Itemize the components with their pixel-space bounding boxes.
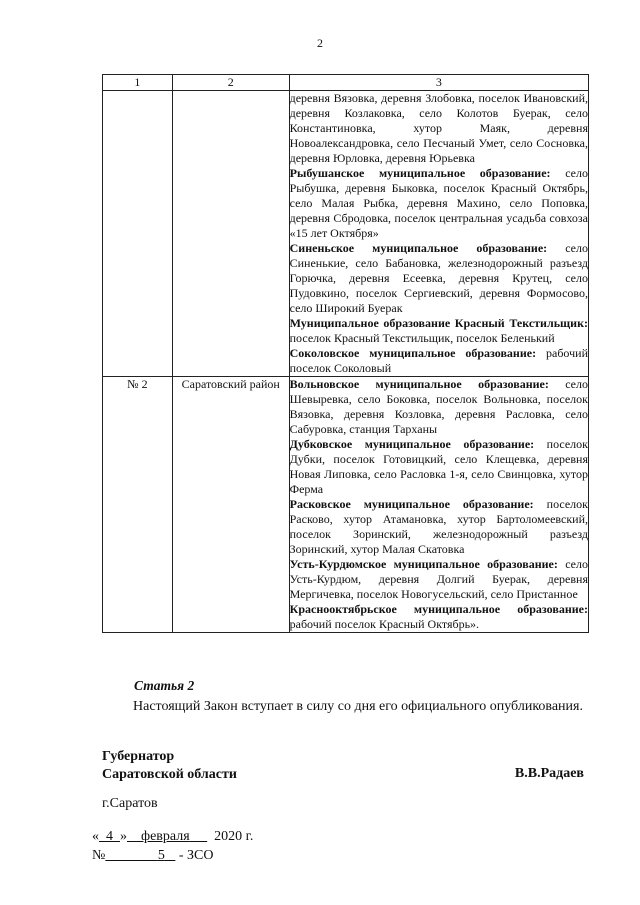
settlement-list: рабочий поселок Красный Октябрь». bbox=[289, 617, 480, 631]
settlement-list: село Шевыревка, село Боковка, поселок Вольновка, поселок Вязовка, деревня Козловка, деревня Расловка, село Сабуровка, станция Тарханы bbox=[289, 377, 588, 436]
law-number bbox=[105, 848, 175, 863]
municipality-entry bbox=[290, 346, 588, 376]
row-settlements bbox=[289, 377, 588, 633]
table-row bbox=[103, 377, 589, 633]
city: г.Саратов bbox=[102, 796, 158, 811]
law-number-prefix: № bbox=[92, 848, 106, 863]
settlement-list: поселок Красный Текстильщик, поселок Беленький bbox=[289, 331, 555, 345]
settlement-list: рабочий поселок Соколовый bbox=[289, 346, 588, 375]
date-day bbox=[99, 829, 120, 844]
municipality-name: Вольновское муниципальное образование: bbox=[289, 377, 549, 391]
table-header-row bbox=[103, 75, 589, 91]
settlement-list: деревня Вязовка, деревня Злобовка, поселок Ивановский, деревня Козлаковка, село Колотов Буерак, село Константиновка, хутор Маяк, деревня Новоалександровка, село Песчаный Умет, село Сосновка, деревня Юрловка, деревня Юрьевка bbox=[289, 91, 588, 165]
header-col-3: 3 bbox=[289, 75, 588, 91]
header-col-2: 2 bbox=[172, 75, 289, 91]
date-open-quote: « bbox=[92, 829, 99, 844]
header-col-1: 1 bbox=[103, 75, 173, 91]
municipality-entry bbox=[290, 497, 588, 557]
municipality-name: Синеньское муниципальное образование: bbox=[289, 241, 548, 255]
settlement-list: село Усть-Курдюм, деревня Долгий Буерак, деревня Мергичевка, поселок Новогусельский, село Пристанное bbox=[289, 557, 588, 601]
municipality-entry bbox=[290, 316, 588, 346]
municipality-name: Краснооктябрьское муниципальное образование: bbox=[289, 602, 588, 616]
row-district: Саратовский район bbox=[172, 377, 289, 633]
law-number-line bbox=[92, 848, 213, 864]
municipality-entry bbox=[290, 437, 588, 497]
row-district bbox=[172, 91, 289, 377]
date-close-quote: » bbox=[120, 829, 127, 844]
article-text: Настоящий Закон вступает в силу со дня его официального опубликования. bbox=[133, 699, 583, 714]
governor-title-line-1: Губернатор bbox=[102, 749, 175, 764]
municipality-name: Соколовское муниципальное образование: bbox=[289, 346, 537, 360]
governor-name: В.В.Радаев bbox=[514, 766, 584, 781]
municipality-entry bbox=[290, 377, 588, 437]
municipality-name: Дубковское муниципальное образование: bbox=[289, 437, 535, 451]
law-number-value: 5 bbox=[157, 848, 165, 863]
article-title: Статья 2 bbox=[134, 678, 195, 693]
row-number: № 2 bbox=[103, 377, 173, 633]
municipality-entry bbox=[290, 241, 588, 316]
municipality-name: Рыбушанское муниципальное образование: bbox=[289, 166, 551, 180]
governor-title-line-2: Саратовской области bbox=[102, 767, 237, 782]
date-day-value: 4 bbox=[106, 829, 113, 844]
row-number bbox=[103, 91, 173, 377]
law-number-suffix: - ЗСО bbox=[178, 848, 214, 863]
settlement-list: село Рыбушка, деревня Быковка, поселок Красный Октябрь, село Малая Рыбка, деревня Махино, село Поповка, деревня Сбродовка, поселок центральная усадьба совхоза «15 лет Октября» bbox=[289, 166, 589, 240]
settlement-list: село Синенькие, село Бабановка, железнодорожный разъезд Горючка, деревня Есеевка, деревня Крутец, село Пудовкино, поселок Сергиевский, деревня Формосово, село Широкий Буерак bbox=[289, 241, 588, 315]
date-month-value: февраля bbox=[141, 829, 190, 844]
date-line bbox=[92, 829, 253, 845]
governor-title bbox=[102, 748, 237, 784]
settlement-list: поселок Расково, хутор Атамановка, хутор Бартоломеевский, поселок Зоринский, железнодорожный разъезд Зоринский, хутор Малая Скатовка bbox=[289, 497, 588, 556]
table-row bbox=[103, 91, 589, 377]
municipal-table bbox=[102, 74, 589, 633]
municipality-entry bbox=[290, 91, 588, 166]
row-settlements bbox=[289, 91, 588, 377]
municipality-name: Расковское муниципальное образование: bbox=[289, 497, 534, 511]
municipality-name: Муниципальное образование Красный Текстильщик: bbox=[289, 316, 588, 330]
municipality-name: Усть-Курдюмское муниципальное образование: bbox=[289, 557, 558, 571]
settlement-list: поселок Дубки, поселок Готовицкий, село Клещевка, деревня Новая Липовка, село Расловка 1-я, село Свинцовка, хутор Ферма bbox=[289, 437, 588, 496]
municipality-entry bbox=[290, 602, 588, 632]
date-month bbox=[127, 829, 207, 844]
municipality-entry bbox=[290, 166, 588, 241]
page-number: 2 bbox=[317, 36, 323, 50]
municipality-entry bbox=[290, 557, 588, 602]
date-year: 2020 г. bbox=[214, 829, 254, 844]
